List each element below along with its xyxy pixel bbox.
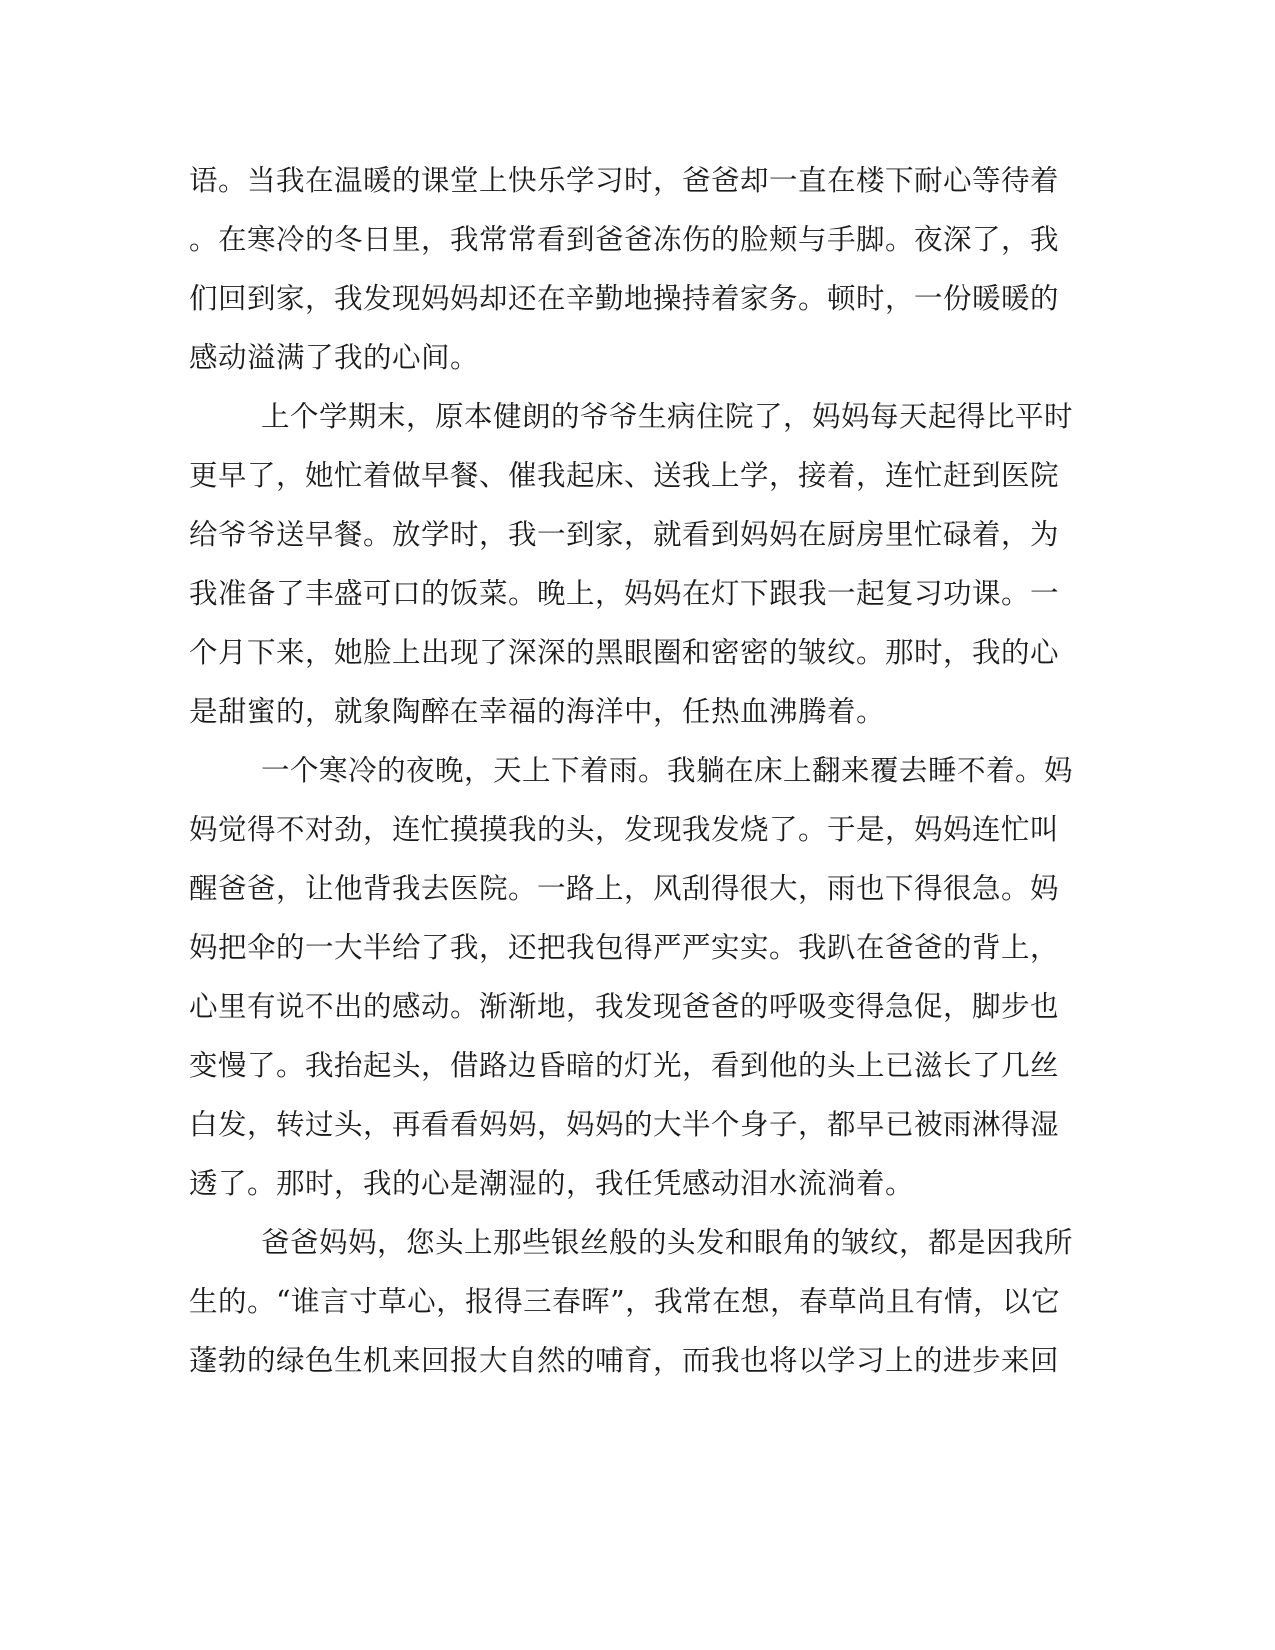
paragraph-first-line: 一个寒冷的夜晚，天上下着雨。我躺在床上翻来覆去睡不着。妈: [261, 754, 1074, 787]
text-line: 蓬勃的绿色生机来回报大自然的哺育，而我也将以学习上的进步来回: [189, 1344, 1060, 1377]
paragraph-first-line: 上个学期末，原本健朗的爷爷生病住院了，妈妈每天起得比平时: [261, 400, 1074, 433]
text-line: 们回到家，我发现妈妈却还在辛勤地操持着家务。顿时，一份暖暖的: [189, 282, 1060, 315]
text-line: 更早了，她忙着做早餐、催我起床、送我上学，接着，连忙赶到医院: [189, 459, 1060, 492]
text-line: 个月下来，她脸上出现了深深的黑眼圈和密密的皱纹。那时，我的心: [189, 636, 1060, 669]
text-line: 透了。那时，我的心是潮湿的，我任凭感动泪水流淌着。: [189, 1167, 915, 1200]
text-line: 变慢了。我抬起头，借路边昏暗的灯光，看到他的头上已滋长了几丝: [189, 1049, 1060, 1082]
text-line: 感动溢满了我的心间。: [189, 341, 480, 374]
text-line: 。在寒冷的冬日里，我常常看到爸爸冻伤的脸颊与手脚。夜深了，我: [189, 223, 1060, 256]
text-line: 醒爸爸，让他背我去医院。一路上，风刮得很大，雨也下得很急。妈: [189, 872, 1060, 905]
text-line: 生的。“谁言寸草心，报得三春晖”，我常在想，春草尚且有情，以它: [189, 1285, 1061, 1318]
text-line: 我准备了丰盛可口的饭菜。晚上，妈妈在灯下跟我一起复习功课。一: [189, 577, 1060, 610]
text-line: 语。当我在温暖的课堂上快乐学习时，爸爸却一直在楼下耐心等待着: [189, 164, 1060, 197]
text-line: 白发，转过头，再看看妈妈，妈妈的大半个身子，都早已被雨淋得湿: [189, 1108, 1060, 1141]
text-line: 心里有说不出的感动。渐渐地，我发现爸爸的呼吸变得急促，脚步也: [189, 990, 1060, 1023]
text-line: 给爷爷送早餐。放学时，我一到家，就看到妈妈在厨房里忙碌着，为: [189, 518, 1060, 551]
paragraph-first-line: 爸爸妈妈，您头上那些银丝般的头发和眼角的皱纹，都是因我所: [261, 1226, 1074, 1259]
text-line: 妈把伞的一大半给了我，还把我包得严严实实。我趴在爸爸的背上，: [189, 931, 1060, 964]
text-line: 妈觉得不对劲，连忙摸摸我的头，发现我发烧了。于是，妈妈连忙叫: [189, 813, 1060, 846]
text-line: 是甜蜜的，就象陶醉在幸福的海洋中，任热血沸腾着。: [189, 695, 886, 728]
